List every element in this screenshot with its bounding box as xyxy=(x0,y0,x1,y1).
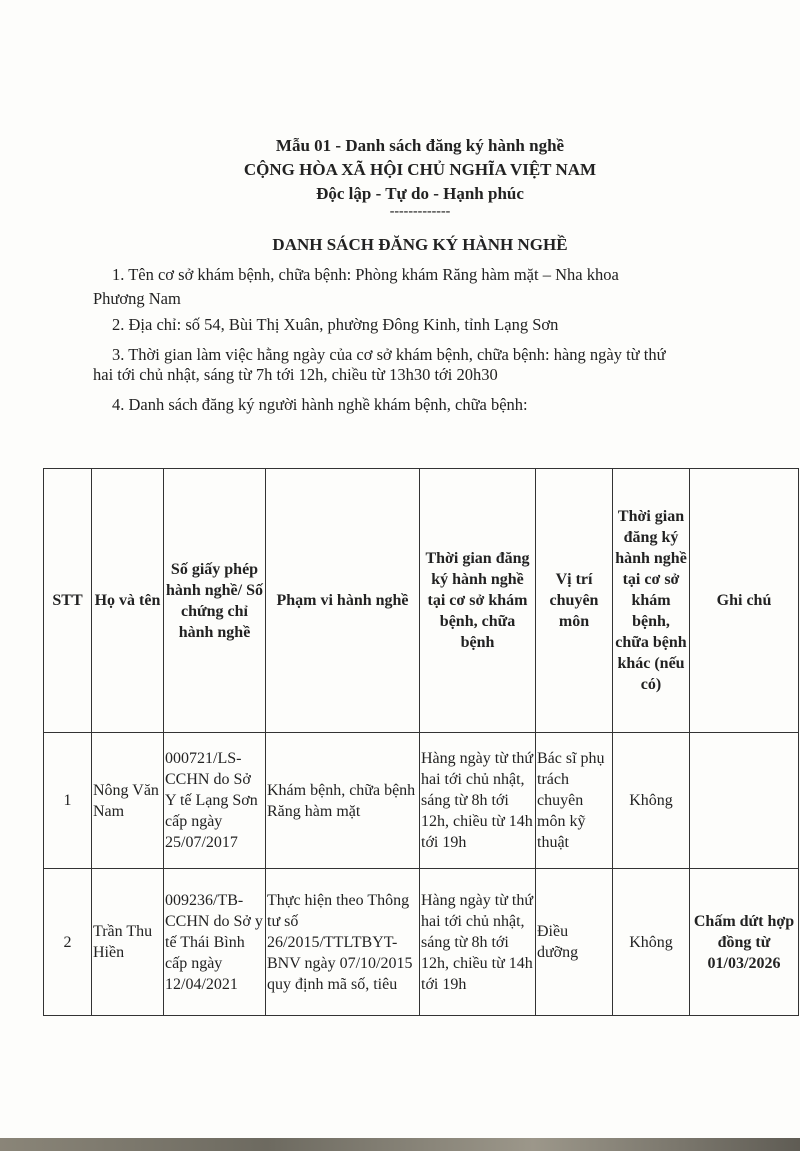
country-name: CỘNG HÒA XÃ HỘI CHỦ NGHĨA VIỆT NAM xyxy=(243,160,597,179)
item-4: 4. Danh sách đăng ký người hành nghề khám bệnh, chữa bệnh: xyxy=(112,395,528,414)
header-row xyxy=(44,469,799,733)
document-title: DANH SÁCH ĐĂNG KÝ HÀNH NGHỀ xyxy=(272,235,568,254)
item-3-cont: hai tới chủ nhật, sáng từ 7h tới 12h, chiều từ 13h30 tới 20h30 xyxy=(93,365,498,384)
item-1: 1. Tên cơ sở khám bệnh, chữa bệnh: Phòng khám Răng hàm mặt – Nha khoa xyxy=(112,265,619,284)
cell-scope: Thực hiện theo Thông tư số 26/2015/TTLTBYT-BNV ngày 07/10/2015 quy định mã số, tiêu xyxy=(266,869,420,1016)
header-time: Thời gian đăng ký hành nghề tại cơ sở khám bệnh, chữa bệnh xyxy=(420,469,536,733)
cell-other-time: Không xyxy=(613,869,690,1016)
cell-license: 009236/TB-CCHN do Sở y tế Thái Bình cấp ngày 12/04/2021 xyxy=(164,869,266,1016)
header-name: Họ và tên xyxy=(92,469,164,733)
cell-note: Chấm dứt hợp đồng từ 01/03/2026 xyxy=(690,869,799,1016)
table-row xyxy=(44,869,799,1016)
cell-license: 000721/LS-CCHN do Sở Y tế Lạng Sơn cấp ngày 25/07/2017 xyxy=(164,733,266,869)
cell-position: Điều dưỡng xyxy=(536,869,613,1016)
cell-note xyxy=(690,733,799,869)
header-license: Số giấy phép hành nghề/ Số chứng chỉ hành nghề xyxy=(164,469,266,733)
header-scope: Phạm vi hành nghề xyxy=(266,469,420,733)
header-other-time: Thời gian đăng ký hành nghề tại cơ sở khám bệnh, chữa bệnh khác (nếu có) xyxy=(613,469,690,733)
item-1-cont: Phương Nam xyxy=(93,289,181,308)
header-note: Ghi chú xyxy=(690,469,799,733)
cell-time: Hàng ngày từ thứ hai tới chủ nhật, sáng từ 8h tới 12h, chiều từ 14h tới 19h xyxy=(420,733,536,869)
motto: Độc lập - Tự do - Hạnh phúc xyxy=(316,184,524,203)
divider: ------------- xyxy=(389,204,451,219)
cell-position: Bác sĩ phụ trách chuyên môn kỹ thuật xyxy=(536,733,613,869)
cell-name: Nông Văn Nam xyxy=(92,733,164,869)
cell-scope: Khám bệnh, chữa bệnh Răng hàm mặt xyxy=(266,733,420,869)
header-stt: STT xyxy=(44,469,92,733)
cell-name: Trần Thu Hiền xyxy=(92,869,164,1016)
cell-stt: 2 xyxy=(44,869,92,1016)
scan-edge xyxy=(0,1138,800,1151)
form-title: Mẫu 01 - Danh sách đăng ký hành nghề xyxy=(275,136,565,155)
item-2: 2. Địa chỉ: số 54, Bùi Thị Xuân, phường Đông Kinh, tỉnh Lạng Sơn xyxy=(112,315,559,334)
registration-table xyxy=(43,468,799,1016)
cell-other-time: Không xyxy=(613,733,690,869)
cell-stt: 1 xyxy=(44,733,92,869)
item-3: 3. Thời gian làm việc hằng ngày của cơ sở khám bệnh, chữa bệnh: hàng ngày từ thứ xyxy=(112,345,666,364)
table-row xyxy=(44,733,799,869)
cell-time: Hàng ngày từ thứ hai tới chủ nhật, sáng từ 8h tới 12h, chiều từ 14h tới 19h xyxy=(420,869,536,1016)
header-position: Vị trí chuyên môn xyxy=(536,469,613,733)
